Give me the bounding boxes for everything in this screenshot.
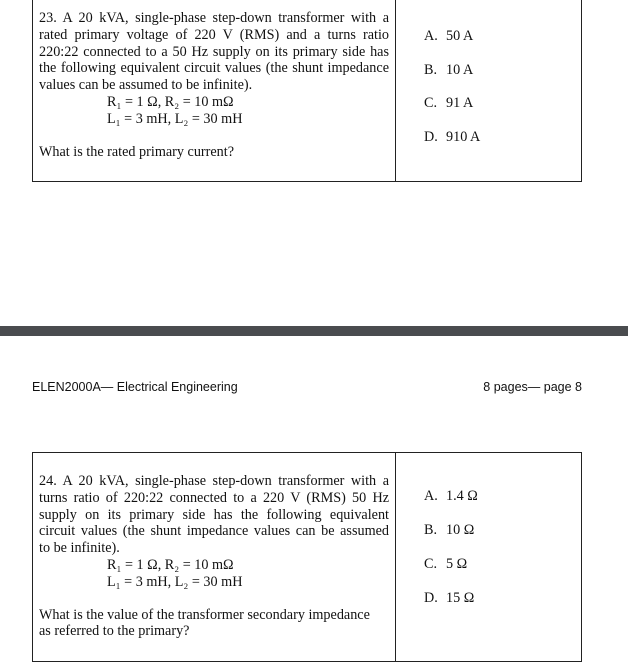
- question-23-resistances: R₁ = 1 Ω, R₂ = 10 mΩ: [107, 93, 234, 110]
- question-24-stem: [33, 453, 396, 661]
- option-23-d[interactable]: [424, 129, 480, 146]
- option-23-b[interactable]: [424, 62, 473, 79]
- question-24-line-3: supply on its primary side has the following equivalent: [39, 506, 389, 523]
- option-24-c[interactable]: [424, 556, 467, 573]
- question-24-prompt-line-1: What is the value of the transformer secondary impedance: [39, 606, 370, 623]
- option-text: 1.4 Ω: [446, 488, 478, 504]
- option-24-d[interactable]: [424, 590, 474, 607]
- page-separator: [0, 326, 628, 336]
- option-text: 91 A: [446, 95, 474, 111]
- option-text: 910 A: [446, 129, 481, 145]
- question-23-line-4: the following equivalent circuit values (the shunt impedance: [39, 60, 389, 77]
- option-label: C.: [424, 556, 438, 572]
- question-24-resistances: R₁ = 1 Ω, R₂ = 10 mΩ: [107, 556, 234, 573]
- page-number: 8 pages— page 8: [483, 380, 582, 394]
- option-label: D.: [424, 129, 438, 145]
- option-label: D.: [424, 590, 438, 606]
- option-label: B.: [424, 62, 438, 78]
- option-label: A.: [424, 488, 438, 504]
- question-23-line-2: rated primary voltage of 220 V (RMS) and a turns ratio: [39, 26, 389, 43]
- question-23-prompt: What is the rated primary current?: [39, 143, 234, 160]
- option-24-b[interactable]: [424, 522, 474, 539]
- question-23-options: [396, 0, 581, 181]
- question-24-prompt-line-2: as referred to the primary?: [39, 623, 190, 640]
- question-23-line-5: values can be assumed to be infinite).: [39, 77, 253, 94]
- question-24-line-2: turns ratio of 220:22 connected to a 220 V (RMS) 50 Hz: [39, 489, 389, 506]
- option-label: C.: [424, 95, 438, 111]
- question-23-line-1: 23. A 20 kVA, single-phase step-down transformer with a: [39, 10, 389, 26]
- option-24-a[interactable]: [424, 488, 478, 505]
- option-23-a[interactable]: [424, 28, 473, 45]
- question-23-box: [32, 0, 582, 182]
- option-text: 10 A: [446, 62, 474, 78]
- option-text: 5 Ω: [446, 556, 468, 572]
- question-24-inductances: L₁ = 3 mH, L₂ = 30 mH: [107, 573, 243, 590]
- question-24-line-5: to be infinite).: [39, 540, 120, 557]
- option-text: 10 Ω: [446, 522, 475, 538]
- question-23-stem: [33, 0, 396, 181]
- question-23-inductances: L₁ = 3 mH, L₂ = 30 mH: [107, 110, 243, 127]
- question-24-line-1: 24. A 20 kVA, single-phase step-down transformer with a: [39, 473, 389, 489]
- question-24-box: [32, 452, 582, 662]
- question-23-line-3: 220:22 connected to a 50 Hz supply on its primary side has: [39, 43, 389, 60]
- option-text: 15 Ω: [446, 590, 475, 606]
- course-title: ELEN2000A— Electrical Engineering: [32, 380, 238, 394]
- option-label: A.: [424, 28, 438, 44]
- option-23-c[interactable]: [424, 95, 473, 112]
- option-text: 50 A: [446, 28, 474, 44]
- question-24-options: [396, 453, 581, 661]
- option-label: B.: [424, 522, 438, 538]
- question-24-line-4: circuit values (the shunt impedance values can be assumed: [39, 523, 389, 540]
